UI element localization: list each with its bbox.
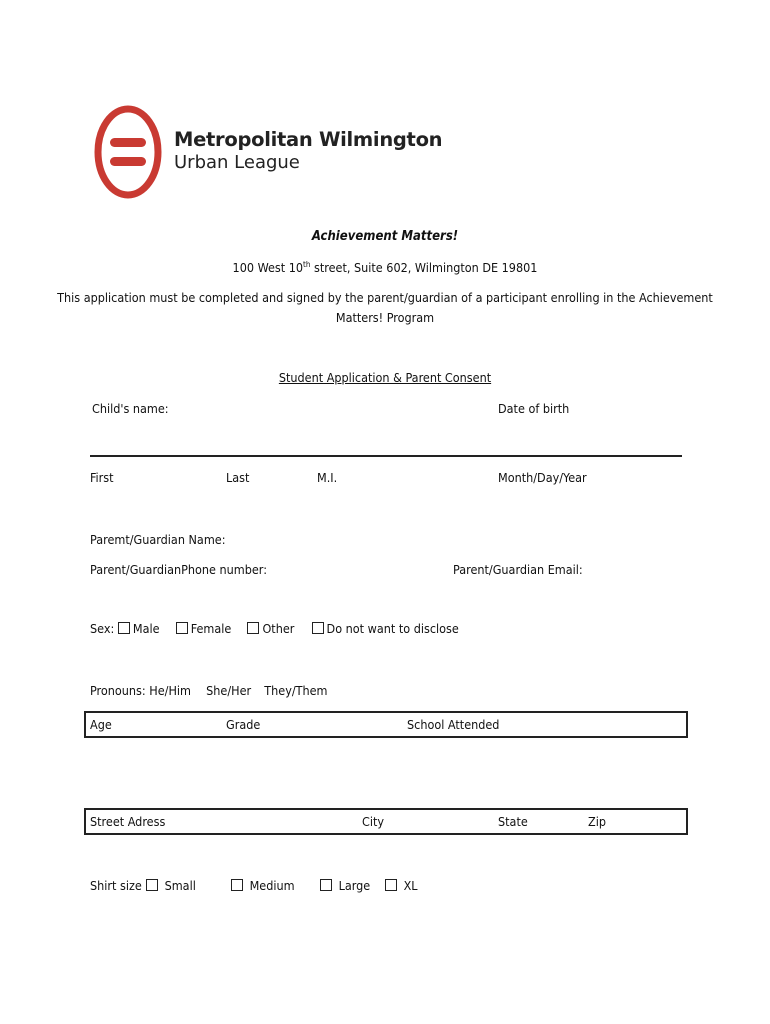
sex-male-checkbox[interactable] [118, 622, 130, 634]
child-name-line[interactable] [90, 455, 682, 457]
shirt-medium-checkbox[interactable] [231, 879, 243, 891]
zip-label: Zip [588, 814, 606, 829]
guardian-phone-label: Parent/GuardianPhone number: [90, 562, 268, 577]
org-name-line1: Metropolitan Wilmington [174, 128, 443, 151]
sex-male-label: Male [132, 621, 160, 636]
shirt-xl-checkbox[interactable] [385, 879, 397, 891]
first-name-label: First [90, 470, 114, 485]
form-title: Student Application & Parent Consent [278, 370, 492, 385]
middle-initial-label: M.I. [317, 470, 338, 485]
shirt-large-checkbox[interactable] [320, 879, 332, 891]
shirt-small-option: Small [146, 878, 196, 893]
age-label: Age [90, 717, 112, 732]
school-info-box[interactable] [84, 711, 688, 738]
instructions-line1: This application must be completed and signed by the parent/guardian of a participant enrolling in the Achievement [57, 290, 713, 305]
instructions-line2: Matters! Program [335, 310, 435, 325]
urban-league-logo-icon [94, 104, 162, 200]
program-address: 100 West 10th street, Suite 602, Wilmington DE 19801 [232, 260, 538, 276]
sex-female-label: Female [190, 621, 232, 636]
org-name [174, 128, 442, 174]
grade-label: Grade [226, 717, 261, 732]
pronoun-they-them[interactable]: They/Them [264, 683, 328, 698]
last-name-label: Last [226, 470, 250, 485]
child-name-label: Child's name: [92, 401, 169, 416]
date-format-label: Month/Day/Year [498, 470, 587, 485]
school-attended-label: School Attended [407, 717, 500, 732]
program-title: Achievement Matters! [311, 229, 459, 244]
pronoun-she-her[interactable]: She/Her [206, 683, 252, 698]
shirt-medium-option: Medium [231, 878, 295, 893]
pronouns-row [90, 683, 328, 698]
sex-row [90, 621, 459, 636]
sex-undisclosed-label: Do not want to disclose [326, 621, 459, 636]
city-label: City [362, 814, 385, 829]
sex-other-checkbox[interactable] [247, 622, 259, 634]
date-of-birth-label: Date of birth [498, 401, 570, 416]
shirt-large-option: Large [320, 878, 370, 893]
sex-female-checkbox[interactable] [176, 622, 188, 634]
guardian-email-label: Parent/Guardian Email: [453, 562, 583, 577]
shirt-small-checkbox[interactable] [146, 879, 158, 891]
street-address-label: Street Adress [90, 814, 166, 829]
shirt-size-label: Shirt size [90, 878, 142, 893]
org-name-line2: Urban League [174, 152, 300, 173]
shirt-xl-option: XL [385, 878, 418, 893]
sex-label: Sex: [90, 621, 115, 636]
guardian-name-label: Paremt/Guardian Name: [90, 532, 226, 547]
pronouns-label: Pronouns: He/Him [90, 683, 191, 698]
state-label: State [498, 814, 528, 829]
sex-other-label: Other [262, 621, 295, 636]
sex-undisclosed-checkbox[interactable] [312, 622, 324, 634]
